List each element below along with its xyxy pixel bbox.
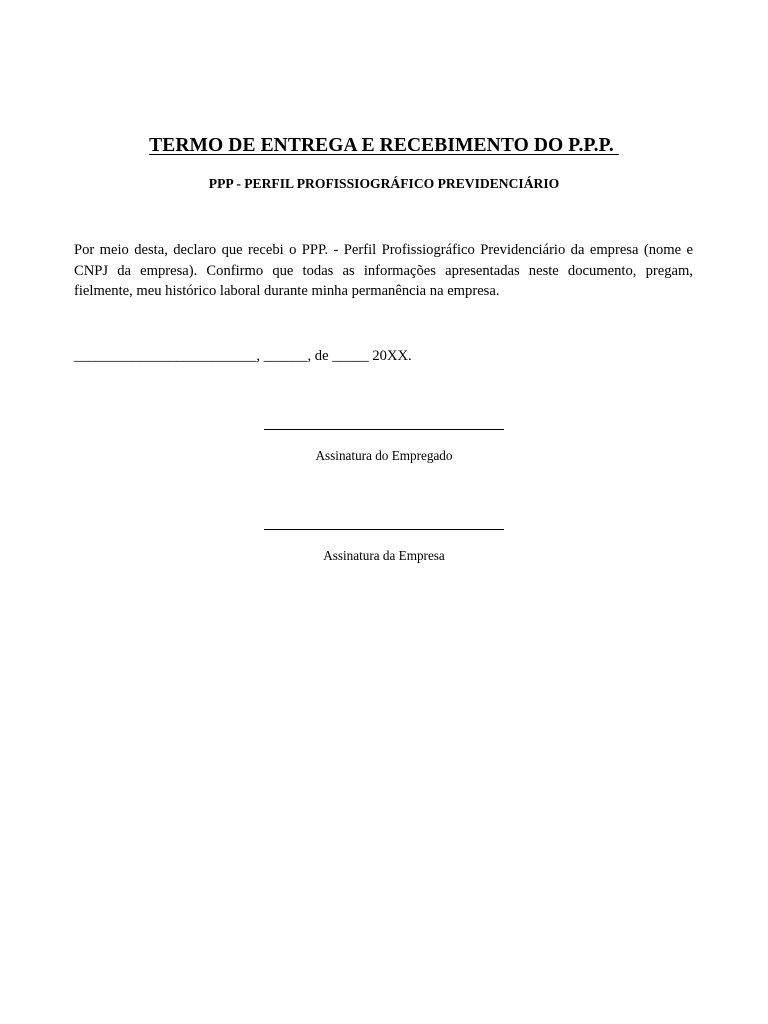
employee-signature-line — [264, 429, 504, 430]
declaration-paragraph: Por meio desta, declaro que recebi o PPP. - Perfil Profissiográfico Previdenciário da empresa (nome e CNPJ da empresa). Confirmo que todas as informações apresentadas neste documento, pregam, fielmente, meu histórico laboral durante minha permanência na empresa. — [74, 242, 693, 299]
place-date-line: _________________________, ______, de _____ 20XX. — [74, 348, 412, 364]
company-signature-label: Assinatura da Empresa — [323, 548, 445, 563]
employee-signature-label: Assinatura do Empregado — [315, 448, 453, 463]
company-signature-line — [264, 529, 504, 530]
document-subtitle: PPP - PERFIL PROFISSIOGRÁFICO PREVIDENCIÁRIO — [208, 176, 560, 191]
document-title: TERMO DE ENTREGA E RECEBIMENTO DO P.P.P. — [149, 135, 619, 156]
